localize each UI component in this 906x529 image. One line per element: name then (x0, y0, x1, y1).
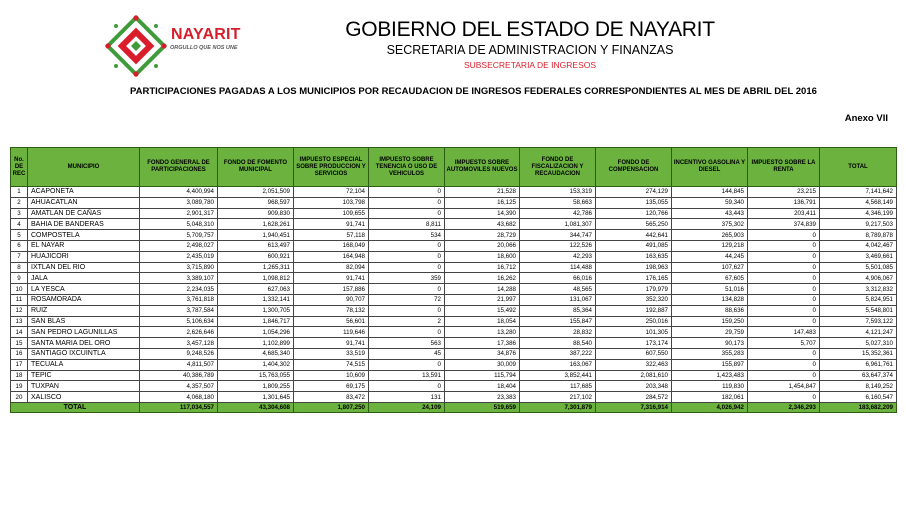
table-row (11, 262, 897, 273)
amount-cell: 72 (369, 294, 445, 305)
col-header-fiscalizacion: FONDO DE FISCALIZACION Y RECAUDACION (520, 148, 596, 187)
amount-cell: 3,389,107 (140, 273, 218, 284)
col-header-automoviles-nuevos: IMPUESTO SOBRE AUTOMOVILES NUEVOS (445, 148, 520, 187)
amount-cell: 0 (748, 240, 820, 251)
table-row (11, 284, 897, 295)
amount-cell: 2,081,610 (596, 370, 672, 381)
amount-cell: 1,300,705 (218, 305, 294, 316)
row-number: 9 (11, 273, 28, 284)
amount-cell: 90,707 (294, 294, 369, 305)
amount-cell: 3,761,818 (140, 294, 218, 305)
row-number: 16 (11, 348, 28, 359)
amount-cell: 909,830 (218, 208, 294, 219)
amount-cell: 0 (369, 208, 445, 219)
total-amount-cell: 7,316,914 (596, 402, 672, 412)
amount-cell: 0 (748, 284, 820, 295)
amount-cell: 265,903 (672, 230, 748, 241)
amount-cell: 14,390 (445, 208, 520, 219)
amount-cell: 109,655 (294, 208, 369, 219)
col-header-ieps: IMPUESTO ESPECIAL SOBRE PRODUCCION Y SERVICIOS (294, 148, 369, 187)
total-amount-cell: 519,659 (445, 402, 520, 412)
col-header-total: TOTAL (820, 148, 897, 187)
amount-cell: 15,492 (445, 305, 520, 316)
amount-cell: 198,963 (596, 262, 672, 273)
amount-cell: 0 (369, 305, 445, 316)
amount-cell: 1,054,296 (218, 327, 294, 338)
amount-cell: 5,048,310 (140, 219, 218, 230)
amount-cell: 374,839 (748, 219, 820, 230)
amount-cell: 10,609 (294, 370, 369, 381)
amount-cell: 163,635 (596, 251, 672, 262)
amount-cell: 67,605 (672, 273, 748, 284)
amount-cell: 74,515 (294, 359, 369, 370)
total-amount-cell: 24,109 (369, 402, 445, 412)
amount-cell: 85,364 (520, 305, 596, 316)
amount-cell: 122,526 (520, 240, 596, 251)
amount-cell: 88,540 (520, 338, 596, 349)
amount-cell: 627,063 (218, 284, 294, 295)
total-row (11, 402, 897, 412)
table-row (11, 294, 897, 305)
logo-slogan: ORGULLO QUE NOS UNE (170, 45, 238, 51)
row-number: 11 (11, 294, 28, 305)
table-row (11, 230, 897, 241)
amount-cell: 192,887 (596, 305, 672, 316)
table-row (11, 359, 897, 370)
amount-cell: 1,846,717 (218, 316, 294, 327)
amount-cell: 4,357,507 (140, 381, 218, 392)
col-header-gasolina-diesel: INCENTIVO GASOLINA Y DIESEL (672, 148, 748, 187)
municipio-name: RUIZ (28, 305, 140, 316)
amount-cell: 33,519 (294, 348, 369, 359)
amount-cell: 107,627 (672, 262, 748, 273)
amount-cell: 1,940,451 (218, 230, 294, 241)
amount-cell: 103,798 (294, 197, 369, 208)
amount-cell: 16,262 (445, 273, 520, 284)
logo-wordmark: NAYARIT (171, 26, 241, 43)
municipio-name: TEPIC (28, 370, 140, 381)
row-number: 18 (11, 370, 28, 381)
amount-cell: 5,501,085 (820, 262, 897, 273)
amount-cell: 147,483 (748, 327, 820, 338)
amount-cell: 21,997 (445, 294, 520, 305)
municipio-name: EL NAYAR (28, 240, 140, 251)
amount-cell: 3,312,832 (820, 284, 897, 295)
amount-cell: 1,102,899 (218, 338, 294, 349)
amount-cell: 4,042,467 (820, 240, 897, 251)
total-amount-cell: 2,346,293 (748, 402, 820, 412)
amount-cell: 274,129 (596, 187, 672, 198)
amount-cell: 4,068,180 (140, 392, 218, 403)
amount-cell: 5,824,951 (820, 294, 897, 305)
amount-cell: 4,685,340 (218, 348, 294, 359)
municipio-name: JALA (28, 273, 140, 284)
amount-cell: 613,497 (218, 240, 294, 251)
row-number: 6 (11, 240, 28, 251)
amount-cell: 534 (369, 230, 445, 241)
table-row (11, 208, 897, 219)
amount-cell: 344,747 (520, 230, 596, 241)
total-amount-cell: 7,301,879 (520, 402, 596, 412)
amount-cell: 0 (369, 251, 445, 262)
municipio-name: SANTA MARIA DEL ORO (28, 338, 140, 349)
amount-cell: 23,383 (445, 392, 520, 403)
table-row (11, 187, 897, 198)
municipio-name: AHUACATLAN (28, 197, 140, 208)
municipio-name: SANTIAGO IXCUINTLA (28, 348, 140, 359)
amount-cell: 0 (748, 251, 820, 262)
amount-cell: 203,348 (596, 381, 672, 392)
table-row (11, 381, 897, 392)
amount-cell: 3,457,128 (140, 338, 218, 349)
amount-cell: 1,454,847 (748, 381, 820, 392)
report-heading: PARTICIPACIONES PAGADAS A LOS MUNICIPIOS POR RECAUDACION DE INGRESOS FEDERALES CORRESPONDIENTES AL MES DE ABRIL DEL 2016 (130, 86, 817, 97)
table-row (11, 197, 897, 208)
amount-cell: 119,646 (294, 327, 369, 338)
col-header-isr: IMPUESTO SOBRE LA RENTA (748, 148, 820, 187)
col-header-municipio: MUNICIPIO (28, 148, 140, 187)
amount-cell: 117,685 (520, 381, 596, 392)
amount-cell: 182,061 (672, 392, 748, 403)
amount-cell: 5,106,634 (140, 316, 218, 327)
amount-cell: 600,921 (218, 251, 294, 262)
amount-cell: 491,085 (596, 240, 672, 251)
amount-cell: 72,104 (294, 187, 369, 198)
amount-cell: 129,218 (672, 240, 748, 251)
amount-cell: 4,811,507 (140, 359, 218, 370)
amount-cell: 968,597 (218, 197, 294, 208)
amount-cell: 0 (369, 187, 445, 198)
table-row (11, 219, 897, 230)
amount-cell: 28,832 (520, 327, 596, 338)
amount-cell: 135,055 (596, 197, 672, 208)
amount-cell: 0 (369, 284, 445, 295)
amount-cell: 1,404,302 (218, 359, 294, 370)
amount-cell: 114,488 (520, 262, 596, 273)
municipio-name: ROSAMORADA (28, 294, 140, 305)
amount-cell: 168,049 (294, 240, 369, 251)
amount-cell: 0 (369, 381, 445, 392)
amount-cell: 43,443 (672, 208, 748, 219)
participations-table (10, 147, 897, 413)
amount-cell: 28,729 (445, 230, 520, 241)
amount-cell: 2,626,646 (140, 327, 218, 338)
row-number: 3 (11, 208, 28, 219)
logo-emblem-icon (104, 14, 168, 78)
amount-cell: 9,248,526 (140, 348, 218, 359)
amount-cell: 58,663 (520, 197, 596, 208)
amount-cell: 88,636 (672, 305, 748, 316)
amount-cell: 5,548,801 (820, 305, 897, 316)
table-row (11, 251, 897, 262)
municipio-name: TUXPAN (28, 381, 140, 392)
amount-cell: 3,089,780 (140, 197, 218, 208)
table-row (11, 327, 897, 338)
amount-cell: 0 (748, 392, 820, 403)
amount-cell: 176,165 (596, 273, 672, 284)
amount-cell: 0 (748, 359, 820, 370)
table-header-row (11, 148, 897, 187)
amount-cell: 18,404 (445, 381, 520, 392)
municipio-name: BAHIA DE BANDERAS (28, 219, 140, 230)
amount-cell: 1,265,311 (218, 262, 294, 273)
amount-cell: 29,759 (672, 327, 748, 338)
amount-cell: 355,283 (672, 348, 748, 359)
amount-cell: 13,591 (369, 370, 445, 381)
amount-cell: 442,641 (596, 230, 672, 241)
amount-cell: 115,794 (445, 370, 520, 381)
amount-cell: 6,961,761 (820, 359, 897, 370)
total-amount-cell: 117,034,557 (140, 402, 218, 412)
amount-cell: 8,789,878 (820, 230, 897, 241)
amount-cell: 8,811 (369, 219, 445, 230)
amount-cell: 0 (369, 359, 445, 370)
amount-cell: 23,215 (748, 187, 820, 198)
amount-cell: 91,741 (294, 273, 369, 284)
document-subtitle: SECRETARIA DE ADMINISTRACION Y FINANZAS (386, 43, 674, 57)
amount-cell: 565,250 (596, 219, 672, 230)
amount-cell: 5,027,310 (820, 338, 897, 349)
amount-cell: 0 (748, 348, 820, 359)
table-row (11, 370, 897, 381)
amount-cell: 0 (748, 230, 820, 241)
row-number: 19 (11, 381, 28, 392)
amount-cell: 163,067 (520, 359, 596, 370)
col-header-fomento-municipal: FONDO DE FOMENTO MUNICIPAL (218, 148, 294, 187)
annex-label: Anexo VII (844, 113, 888, 124)
amount-cell: 69,175 (294, 381, 369, 392)
amount-cell: 157,886 (294, 284, 369, 295)
amount-cell: 3,715,890 (140, 262, 218, 273)
amount-cell: 1,423,483 (672, 370, 748, 381)
municipio-name: SAN PEDRO LAGUNILLAS (28, 327, 140, 338)
amount-cell: 155,897 (672, 359, 748, 370)
amount-cell: 134,828 (672, 294, 748, 305)
municipio-name: COMPOSTELA (28, 230, 140, 241)
amount-cell: 2,435,019 (140, 251, 218, 262)
table-row (11, 316, 897, 327)
amount-cell: 30,009 (445, 359, 520, 370)
amount-cell: 173,174 (596, 338, 672, 349)
amount-cell: 82,094 (294, 262, 369, 273)
amount-cell: 4,121,247 (820, 327, 897, 338)
table-body (11, 187, 897, 413)
total-amount-cell: 1,807,250 (294, 402, 369, 412)
amount-cell: 16,125 (445, 197, 520, 208)
amount-cell: 4,346,199 (820, 208, 897, 219)
municipio-name: SAN BLAS (28, 316, 140, 327)
total-amount-cell: 183,682,209 (820, 402, 897, 412)
amount-cell: 155,847 (520, 316, 596, 327)
amount-cell: 387,222 (520, 348, 596, 359)
amount-cell: 136,791 (748, 197, 820, 208)
amount-cell: 284,572 (596, 392, 672, 403)
amount-cell: 3,469,661 (820, 251, 897, 262)
row-number: 13 (11, 316, 28, 327)
amount-cell: 5,709,757 (140, 230, 218, 241)
amount-cell: 2,901,317 (140, 208, 218, 219)
document-subsubtitle: SUBSECRETARIA DE INGRESOS (463, 60, 597, 70)
municipio-name: HUAJICORI (28, 251, 140, 262)
amount-cell: 51,016 (672, 284, 748, 295)
row-number: 4 (11, 219, 28, 230)
amount-cell: 3,852,441 (520, 370, 596, 381)
row-number: 1 (11, 187, 28, 198)
amount-cell: 0 (748, 273, 820, 284)
amount-cell: 120,766 (596, 208, 672, 219)
amount-cell: 203,411 (748, 208, 820, 219)
amount-cell: 0 (369, 197, 445, 208)
amount-cell: 250,016 (596, 316, 672, 327)
amount-cell: 8,149,252 (820, 381, 897, 392)
amount-cell: 48,565 (520, 284, 596, 295)
row-number: 14 (11, 327, 28, 338)
municipio-name: IXTLAN DEL RIO (28, 262, 140, 273)
amount-cell: 1,332,141 (218, 294, 294, 305)
col-header-fondo-general: FONDO GENERAL DE PARTICIPACIONES (140, 148, 218, 187)
amount-cell: 144,845 (672, 187, 748, 198)
amount-cell: 17,386 (445, 338, 520, 349)
amount-cell: 0 (369, 240, 445, 251)
total-label: TOTAL (11, 402, 140, 412)
table-row (11, 338, 897, 349)
amount-cell: 7,593,122 (820, 316, 897, 327)
total-amount-cell: 4,026,942 (672, 402, 748, 412)
amount-cell: 4,568,149 (820, 197, 897, 208)
amount-cell: 34,876 (445, 348, 520, 359)
amount-cell: 7,141,642 (820, 187, 897, 198)
amount-cell: 18,054 (445, 316, 520, 327)
row-number: 2 (11, 197, 28, 208)
amount-cell: 101,305 (596, 327, 672, 338)
amount-cell: 66,016 (520, 273, 596, 284)
amount-cell: 4,400,994 (140, 187, 218, 198)
amount-cell: 9,217,503 (820, 219, 897, 230)
table-row (11, 305, 897, 316)
amount-cell: 59,340 (672, 197, 748, 208)
row-number: 8 (11, 262, 28, 273)
amount-cell: 0 (748, 370, 820, 381)
amount-cell: 352,320 (596, 294, 672, 305)
amount-cell: 1,098,812 (218, 273, 294, 284)
amount-cell: 13,280 (445, 327, 520, 338)
amount-cell: 164,948 (294, 251, 369, 262)
amount-cell: 56,601 (294, 316, 369, 327)
amount-cell: 63,647,374 (820, 370, 897, 381)
amount-cell: 159,250 (672, 316, 748, 327)
amount-cell: 2,051,509 (218, 187, 294, 198)
amount-cell: 83,472 (294, 392, 369, 403)
amount-cell: 1,301,645 (218, 392, 294, 403)
table-row (11, 392, 897, 403)
amount-cell: 0 (748, 316, 820, 327)
amount-cell: 0 (748, 262, 820, 273)
total-amount-cell: 43,304,608 (218, 402, 294, 412)
municipio-name: LA YESCA (28, 284, 140, 295)
amount-cell: 131 (369, 392, 445, 403)
municipio-name: XALISCO (28, 392, 140, 403)
col-header-tenencia: IMPUESTO SOBRE TENENCIA O USO DE VEHICULOS (369, 148, 445, 187)
municipio-name: TECUALA (28, 359, 140, 370)
amount-cell: 20,066 (445, 240, 520, 251)
amount-cell: 45 (369, 348, 445, 359)
amount-cell: 91,741 (294, 338, 369, 349)
amount-cell: 14,288 (445, 284, 520, 295)
amount-cell: 6,160,547 (820, 392, 897, 403)
amount-cell: 43,682 (445, 219, 520, 230)
amount-cell: 15,352,361 (820, 348, 897, 359)
row-number: 15 (11, 338, 28, 349)
amount-cell: 1,809,255 (218, 381, 294, 392)
document-title: GOBIERNO DEL ESTADO DE NAYARIT (345, 18, 715, 41)
amount-cell: 322,463 (596, 359, 672, 370)
amount-cell: 0 (748, 305, 820, 316)
amount-cell: 3,787,584 (140, 305, 218, 316)
amount-cell: 21,528 (445, 187, 520, 198)
amount-cell: 119,830 (672, 381, 748, 392)
table-row (11, 240, 897, 251)
amount-cell: 1,081,307 (520, 219, 596, 230)
municipio-name: ACAPONETA (28, 187, 140, 198)
col-header-no: No. DE REC (11, 148, 28, 187)
amount-cell: 4,906,067 (820, 273, 897, 284)
amount-cell: 179,979 (596, 284, 672, 295)
amount-cell: 18,600 (445, 251, 520, 262)
amount-cell: 217,102 (520, 392, 596, 403)
amount-cell: 375,302 (672, 219, 748, 230)
amount-cell: 1,628,261 (218, 219, 294, 230)
amount-cell: 0 (369, 327, 445, 338)
amount-cell: 90,173 (672, 338, 748, 349)
amount-cell: 2,498,027 (140, 240, 218, 251)
amount-cell: 78,132 (294, 305, 369, 316)
amount-cell: 607,550 (596, 348, 672, 359)
amount-cell: 15,763,055 (218, 370, 294, 381)
amount-cell: 359 (369, 273, 445, 284)
amount-cell: 91,741 (294, 219, 369, 230)
row-number: 12 (11, 305, 28, 316)
amount-cell: 5,707 (748, 338, 820, 349)
amount-cell: 0 (748, 294, 820, 305)
row-number: 5 (11, 230, 28, 241)
col-header-compensacion: FONDO DE COMPENSACION (596, 148, 672, 187)
amount-cell: 153,319 (520, 187, 596, 198)
amount-cell: 42,786 (520, 208, 596, 219)
amount-cell: 44,245 (672, 251, 748, 262)
amount-cell: 131,067 (520, 294, 596, 305)
table-row (11, 273, 897, 284)
row-number: 17 (11, 359, 28, 370)
table-row (11, 348, 897, 359)
amount-cell: 57,118 (294, 230, 369, 241)
row-number: 7 (11, 251, 28, 262)
amount-cell: 40,386,789 (140, 370, 218, 381)
amount-cell: 2 (369, 316, 445, 327)
row-number: 10 (11, 284, 28, 295)
amount-cell: 42,293 (520, 251, 596, 262)
municipio-name: AMATLAN DE CAÑAS (28, 208, 140, 219)
amount-cell: 563 (369, 338, 445, 349)
row-number: 20 (11, 392, 28, 403)
amount-cell: 2,234,035 (140, 284, 218, 295)
amount-cell: 16,712 (445, 262, 520, 273)
amount-cell: 0 (369, 262, 445, 273)
